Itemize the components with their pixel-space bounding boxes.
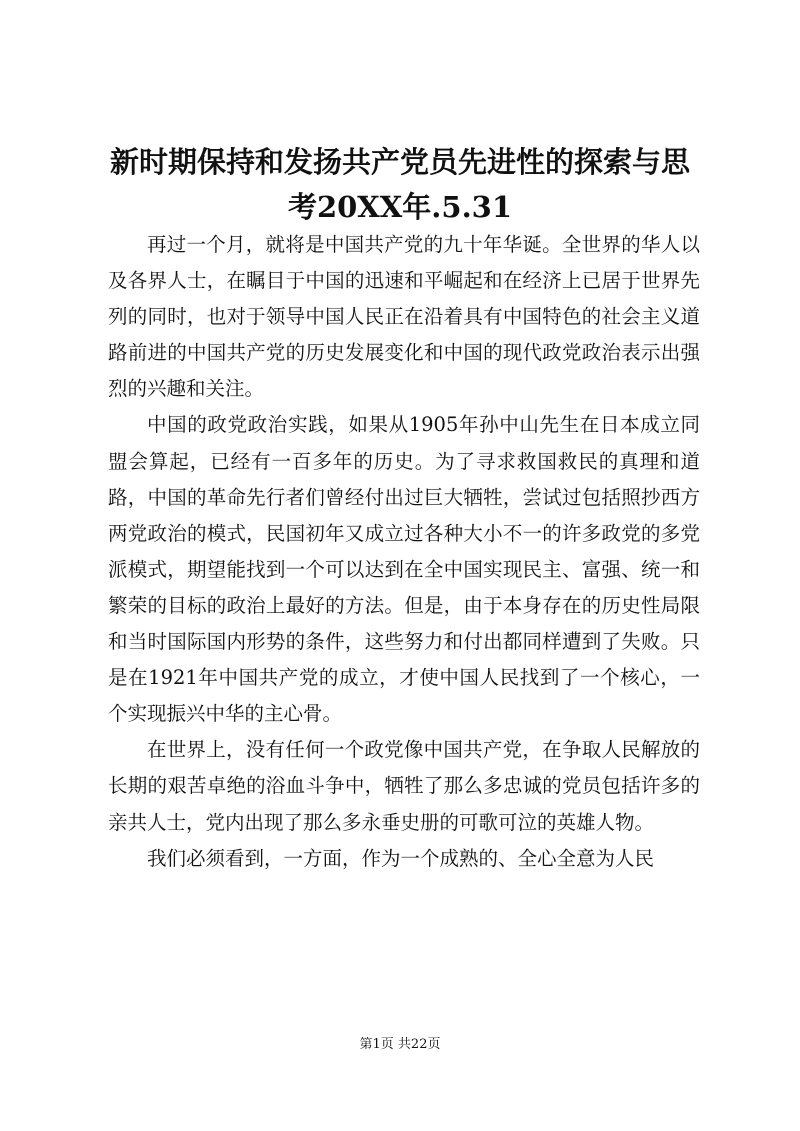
document-title: 新时期保持和发扬共产党员先进性的探索与思考20XX年.5.31 (109, 145, 690, 224)
paragraph-4: 我们必须看到，一方面，作为一个成熟的、全心全意为人民 (147, 846, 655, 870)
document-body (108, 227, 700, 877)
paragraph-3: 在世界上，没有任何一个政党像中国共产党，在争取人民解放的长期的艰苦卓绝的浴血斗争中，牺牲了那么多忠诚的党员包括许多的亲共人士，党内出现了那么多永垂史册的可歌可泣的英雄人物。 (108, 738, 700, 834)
paragraph-2: 中国的政党政治实践，如果从1905年孙中山先生在日本成立同盟会算起，已经有一百多年的历史。为了寻求救国救民的真理和道路，中国的革命先行者们曾经付出过巨大牺牲，尝试过包括照抄西方两党政治的模式，民国初年又成立过各种大小不一的许多政党的多党派模式，期望能找到一个可以达到在全中国实现民主、富强、统一和繁荣的目标的政治上最好的方法。但是，由于本身存在的历史性局限和当时国际国内形势的条件，这些努力和付出都同样遭到了失败。只是在1921年中国共产党的成立，才使中国人民找到了一个核心，一个实现振兴中华的主心骨。 (108, 413, 700, 726)
paragraph-1: 再过一个月，就将是中国共产党的九十年华诞。全世界的华人以及各界人士，在瞩目于中国的迅速和平崛起和在经济上已居于世界先列的同时，也对于领导中国人民正在沿着具有中国特色的社会主义道路前进的中国共产党的历史发展变化和中国的现代政党政治表示出强烈的兴趣和关注。 (108, 233, 700, 401)
page-number-footer: 第1页 共22页 (359, 1037, 441, 1052)
